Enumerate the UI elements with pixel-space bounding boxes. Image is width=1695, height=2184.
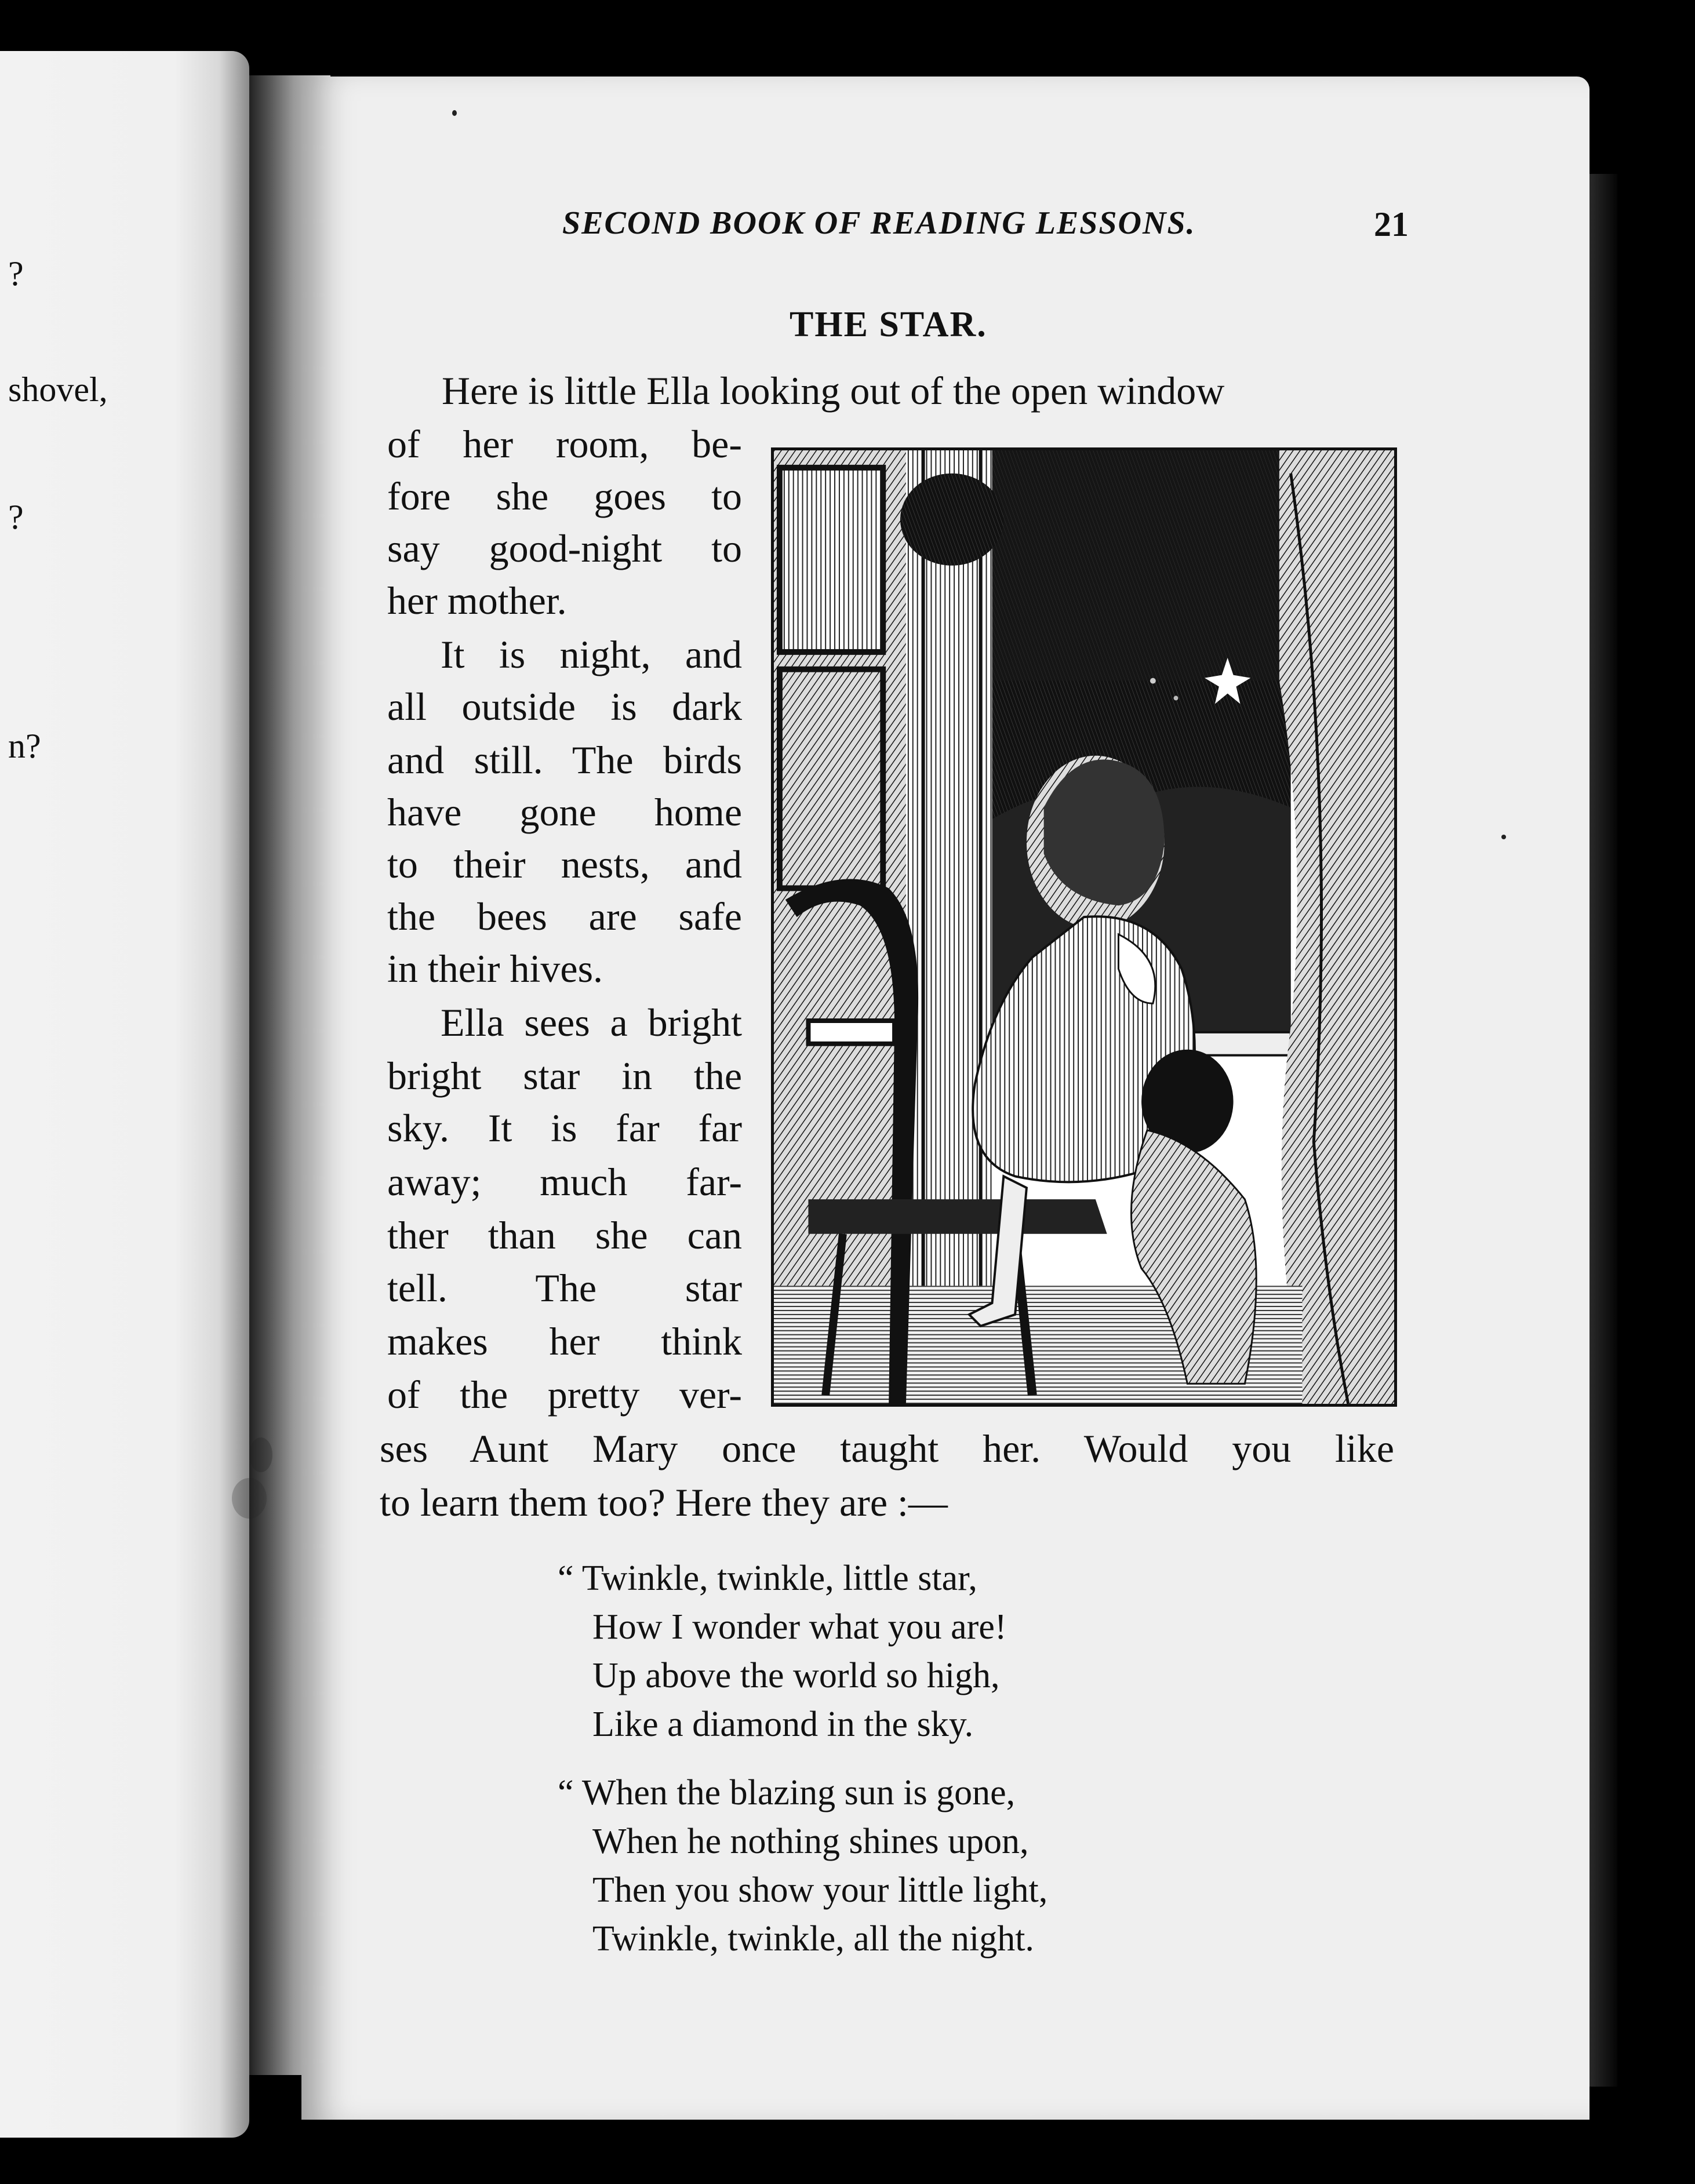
dust-speck [1501,835,1506,839]
poem-line: Then you show your little light, [592,1870,1048,1910]
text-line: fore she goes to [387,474,742,518]
engraving-illustration [771,447,1397,1407]
lesson-title: THE STAR. [790,305,987,344]
poem-line: “ Twinkle, twinkle, little star, [558,1559,977,1598]
text-line: away; much far- [387,1160,742,1204]
text-line: ther than she can [387,1213,742,1257]
running-head: SECOND BOOK OF READING LESSONS. [562,205,1196,241]
ink-smudge [249,1437,272,1472]
ink-smudge [232,1478,267,1519]
text-line: the bees are safe [387,894,742,938]
left-page-fragment: ? [8,498,24,536]
page-number: 21 [1374,205,1409,243]
poem-line: When he nothing shines upon, [592,1822,1029,1861]
text-line: tell. The star [387,1266,742,1310]
poem-line: How I wonder what you are! [592,1607,1007,1647]
text-line: of the pretty ver- [387,1373,742,1417]
left-page-fragment: ? [8,254,24,293]
text-line: bright star in the [387,1054,742,1098]
left-page-fragment: n? [8,727,41,765]
text-line: makes her think [387,1319,742,1363]
text-line: It is night, and [441,632,742,676]
left-page-fragment: shovel, [8,370,108,409]
text-line: in their hives. [387,947,603,991]
poem-line: Twinkle, twinkle, all the night. [592,1919,1034,1959]
poem-line: Like a diamond in the sky. [592,1705,974,1744]
text-line: have gone home [387,790,742,834]
text-line: to learn them too? Here they are :— [380,1480,948,1524]
text-line: all outside is dark [387,685,742,729]
poem-line: “ When the blazing sun is gone, [558,1773,1016,1812]
text-line: to their nests, and [387,842,742,886]
girl-at-window-engraving [774,450,1394,1404]
text-line: her mother. [387,578,567,623]
text-line: and still. The birds [387,738,742,782]
text-line: Ella sees a bright [441,1000,742,1044]
text-line: say good-night to [387,526,742,570]
text-line: ses Aunt Mary once taught her. Would you like [380,1426,1394,1470]
text-line: of her room, be- [387,422,742,466]
page-edge-shadow [1589,174,1617,2087]
left-page [0,51,249,2138]
dust-speck [452,110,457,116]
text-line: Here is little Ella looking out of the open window [442,369,1225,413]
text-line: sky. It is far far [387,1106,742,1150]
poem-line: Up above the world so high, [592,1656,1000,1695]
